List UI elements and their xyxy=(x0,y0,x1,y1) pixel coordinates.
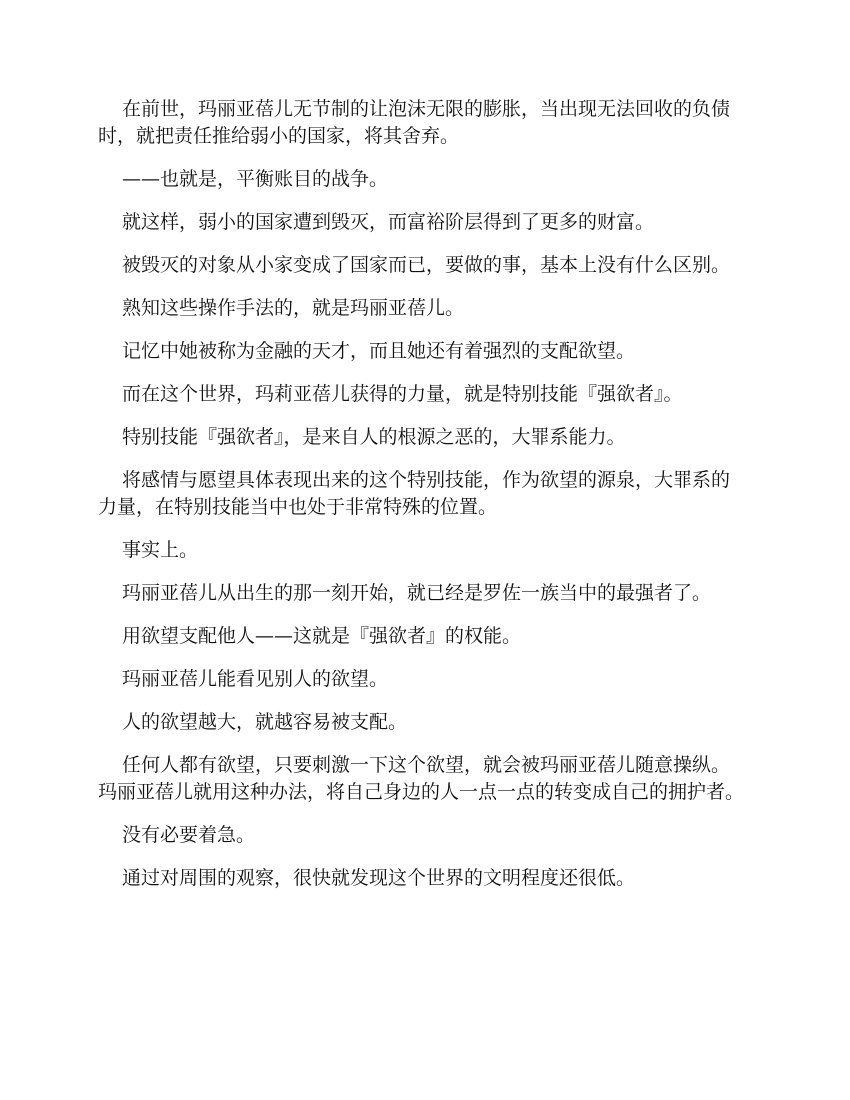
paragraph-6: 记忆中她被称为金融的天才，而且她还有着强烈的支配欲望。 xyxy=(122,340,636,362)
paragraph-10: 事实上。 xyxy=(122,539,199,561)
paragraph-16: 没有必要着急。 xyxy=(122,824,256,846)
paragraph-13: 玛丽亚蓓儿能看见别人的欲望。 xyxy=(122,668,389,690)
paragraph-1: 在前世，玛丽亚蓓儿无节制的让泡沫无限的膨胀，当出现无法回收的负债时，就把责任推给弱小的国家，将其舍弃。 xyxy=(98,98,731,147)
paragraph-7: 而在这个世界，玛莉亚蓓儿获得的力量，就是特别技能『强欲者』。 xyxy=(122,383,683,405)
paragraph-14: 人的欲望越大，就越容易被支配。 xyxy=(122,711,408,733)
paragraph-17: 通过对周围的观察，很快就发现这个世界的文明程度还很低。 xyxy=(122,867,636,889)
paragraph-8: 特别技能『强欲者』，是来自人的根源之恶的，大罪系能力。 xyxy=(122,426,626,448)
paragraph-15: 任何人都有欲望，只要刺激一下这个欲望，就会被玛丽亚蓓儿随意操纵。玛丽亚蓓儿就用这种办法，将自己身边的人一点一点的转变成自己的拥护者。 xyxy=(98,754,745,803)
paragraph-2: ——也就是，平衡账目的战争。 xyxy=(122,168,389,190)
paragraph-3: 就这样，弱小的国家遭到毁灭，而富裕阶层得到了更多的财富。 xyxy=(122,211,655,233)
paragraph-9: 将感情与愿望具体表现出来的这个特别技能，作为欲望的源泉，大罪系的力量，在特别技能当中也处于非常特殊的位置。 xyxy=(98,469,731,518)
paragraph-5: 熟知这些操作手法的，就是玛丽亚蓓儿。 xyxy=(122,297,465,319)
document-page xyxy=(98,96,748,908)
paragraph-4: 被毁灭的对象从小家变成了国家而已，要做的事，基本上没有什么区别。 xyxy=(122,254,731,276)
paragraph-12: 用欲望支配他人——这就是『强欲者』的权能。 xyxy=(122,625,522,647)
paragraph-11: 玛丽亚蓓儿从出生的那一刻开始，就已经是罗佐一族当中的最强者了。 xyxy=(122,582,712,604)
